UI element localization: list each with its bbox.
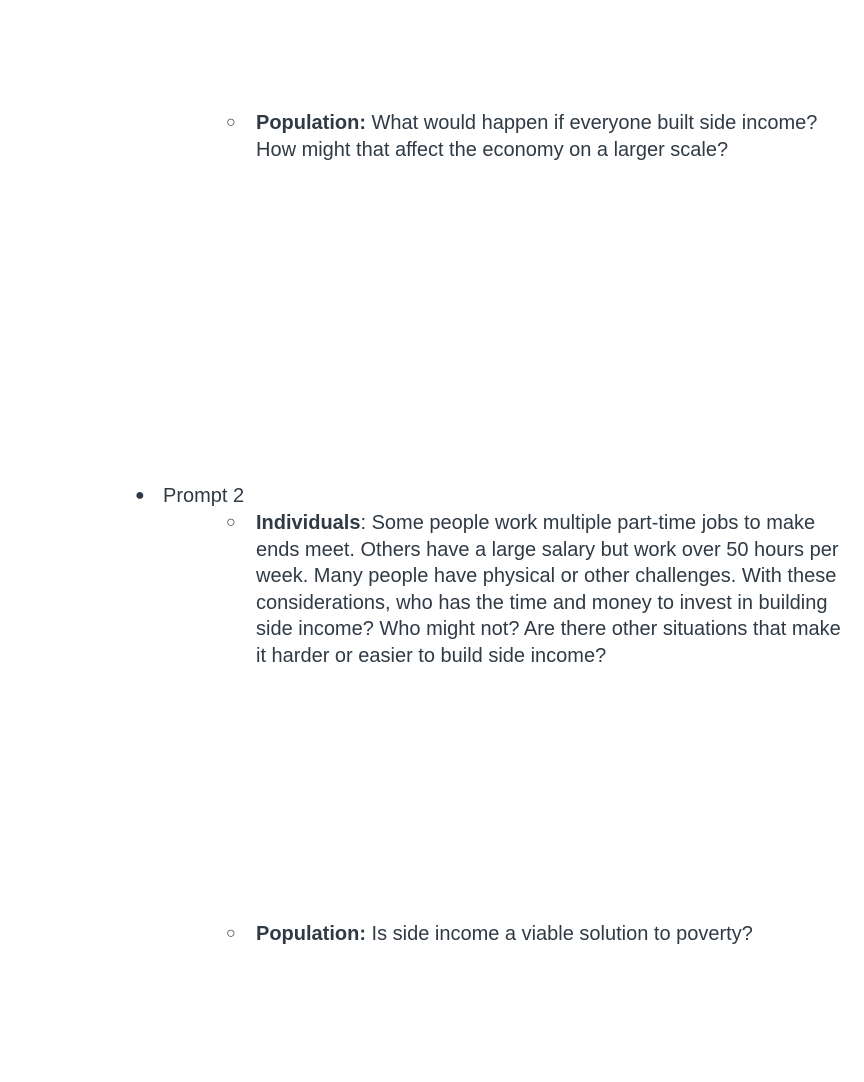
list-item-individuals: [226, 510, 848, 670]
list-item-population-1: [226, 110, 848, 163]
item-text: : Some people work multiple part-time jobs to make ends meet. Others have a large salary but work over 50 hours per week. Many people have physical or other challenges. With these considerations, who has the time and money to invest in building side income? Who might not? Are there other situations that make it harder or easier to build side income?: [256, 512, 841, 667]
item-label: Population:: [256, 112, 366, 134]
hollow-bullet-icon: ○: [226, 114, 236, 131]
list-item-population-2: [226, 921, 848, 948]
item-text: Is side income a viable solution to poverty?: [365, 923, 753, 945]
item-label: Individuals: [256, 512, 361, 534]
hollow-bullet-icon: ○: [226, 925, 236, 942]
list-item-prompt-2: [135, 483, 763, 510]
item-text: What would happen if everyone built side income? How might that affect the economy on a larger scale?: [256, 112, 818, 161]
item-text: Prompt 2: [163, 485, 245, 507]
item-label: Population:: [256, 923, 366, 945]
filled-bullet-icon: ●: [135, 487, 145, 504]
hollow-bullet-icon: ○: [226, 514, 236, 531]
